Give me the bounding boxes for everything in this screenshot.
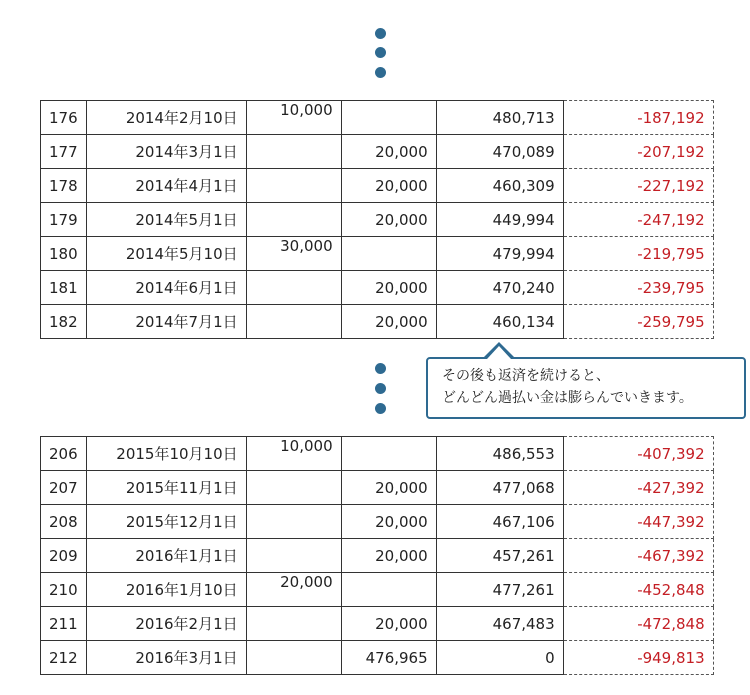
table-row [41,539,714,573]
cell-borrowing [246,203,341,237]
cell-number: 210 [41,573,87,607]
cell-repayment: 20,000 [341,607,436,641]
cell-date: 2014年3月1日 [86,135,246,169]
cell-number: 179 [41,203,87,237]
cell-overpayment: -447,392 [563,505,713,539]
table-row [41,237,714,271]
cell-repayment: 20,000 [341,135,436,169]
cell-repayment [341,237,436,271]
cell-borrowing [246,471,341,505]
table-row [41,203,714,237]
cell-date: 2014年4月1日 [86,169,246,203]
cell-balance: 479,994 [436,237,563,271]
cell-number: 207 [41,471,87,505]
cell-borrowing [246,271,341,305]
cell-overpayment: -259,795 [563,305,713,339]
cell-borrowing: 20,000 [246,573,341,607]
cell-balance: 486,553 [436,437,563,471]
table-row [41,169,714,203]
cell-balance: 467,106 [436,505,563,539]
cell-number: 208 [41,505,87,539]
cell-overpayment: -227,192 [563,169,713,203]
cell-overpayment: -427,392 [563,471,713,505]
cell-repayment: 20,000 [341,271,436,305]
ellipsis-dot-top-2 [375,47,386,58]
cell-overpayment: -219,795 [563,237,713,271]
table-row [41,471,714,505]
cell-repayment: 20,000 [341,505,436,539]
table-row [41,607,714,641]
cell-date: 2016年1月1日 [86,539,246,573]
callout-bubble [426,357,746,419]
cell-repayment: 20,000 [341,471,436,505]
cell-date: 2014年5月10日 [86,237,246,271]
ellipsis-dot-mid-3 [375,403,386,414]
callout-text-line2: どんどん過払い金は膨らんでいきます。 [442,390,693,406]
cell-date: 2016年2月1日 [86,607,246,641]
table-row [41,305,714,339]
ellipsis-dot-top-3 [375,67,386,78]
cell-number: 180 [41,237,87,271]
cell-overpayment: -239,795 [563,271,713,305]
cell-date: 2014年5月1日 [86,203,246,237]
cell-balance: 457,261 [436,539,563,573]
cell-date: 2016年3月1日 [86,641,246,675]
cell-number: 211 [41,607,87,641]
cell-date: 2015年12月1日 [86,505,246,539]
cell-balance: 460,134 [436,305,563,339]
table-row [41,573,714,607]
cell-date: 2014年7月1日 [86,305,246,339]
repayment-table-bottom [40,436,714,675]
cell-overpayment: -207,192 [563,135,713,169]
callout-tail-fill [487,346,511,359]
cell-borrowing: 10,000 [246,437,341,471]
cell-date: 2015年11月1日 [86,471,246,505]
cell-borrowing [246,607,341,641]
cell-borrowing [246,305,341,339]
cell-overpayment: -407,392 [563,437,713,471]
cell-balance: 470,089 [436,135,563,169]
cell-repayment: 20,000 [341,203,436,237]
cell-borrowing [246,135,341,169]
cell-overpayment: -247,192 [563,203,713,237]
cell-balance: 480,713 [436,101,563,135]
cell-number: 178 [41,169,87,203]
cell-overpayment: -949,813 [563,641,713,675]
cell-balance: 449,994 [436,203,563,237]
repayment-table-top [40,100,714,339]
cell-number: 209 [41,539,87,573]
cell-borrowing [246,641,341,675]
cell-repayment: 476,965 [341,641,436,675]
cell-repayment [341,437,436,471]
cell-date: 2014年6月1日 [86,271,246,305]
cell-balance: 477,068 [436,471,563,505]
callout-text-line1: その後も返済を続けると、 [442,368,610,384]
cell-number: 206 [41,437,87,471]
cell-balance: 477,261 [436,573,563,607]
cell-date: 2016年1月10日 [86,573,246,607]
table-row [41,101,714,135]
cell-balance: 467,483 [436,607,563,641]
cell-overpayment: -472,848 [563,607,713,641]
cell-number: 182 [41,305,87,339]
cell-balance: 460,309 [436,169,563,203]
cell-repayment: 20,000 [341,539,436,573]
table-row [41,271,714,305]
cell-number: 212 [41,641,87,675]
ellipsis-dot-mid-2 [375,383,386,394]
cell-borrowing: 10,000 [246,101,341,135]
cell-date: 2015年10月10日 [86,437,246,471]
cell-borrowing: 30,000 [246,237,341,271]
table-row [41,437,714,471]
cell-borrowing [246,505,341,539]
cell-overpayment: -452,848 [563,573,713,607]
cell-balance: 470,240 [436,271,563,305]
cell-number: 181 [41,271,87,305]
ellipsis-dot-top-1 [375,28,386,39]
ellipsis-dot-mid-1 [375,363,386,374]
cell-number: 176 [41,101,87,135]
table-row [41,641,714,675]
cell-overpayment: -467,392 [563,539,713,573]
cell-borrowing [246,169,341,203]
cell-overpayment: -187,192 [563,101,713,135]
cell-number: 177 [41,135,87,169]
cell-repayment: 20,000 [341,169,436,203]
cell-balance: 0 [436,641,563,675]
cell-date: 2014年2月10日 [86,101,246,135]
cell-repayment [341,101,436,135]
table-row [41,135,714,169]
cell-repayment: 20,000 [341,305,436,339]
table-row [41,505,714,539]
cell-repayment [341,573,436,607]
cell-borrowing [246,539,341,573]
